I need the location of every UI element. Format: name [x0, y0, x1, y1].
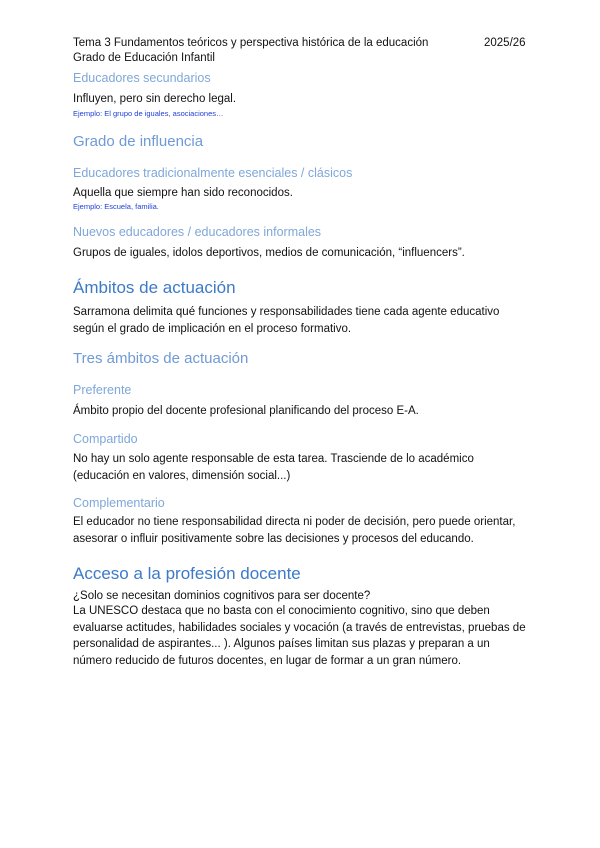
- heading-preferente: Preferente: [73, 383, 132, 397]
- heading-ambitos: Ámbitos de actuación: [73, 278, 236, 297]
- text-tradicionales: Aquella que siempre han sido reconocidos.: [73, 187, 293, 199]
- header-subtitle: Grado de Educación Infantil: [73, 52, 215, 64]
- heading-compartido: Compartido: [73, 432, 138, 446]
- example-tradicionales: Ejemplo: Escuela, familia.: [73, 202, 159, 211]
- text-nuevos-educadores: Grupos de iguales, idolos deportivos, medios de comunicación, “influencers”.: [73, 247, 465, 259]
- text-preferente: Ámbito propio del docente profesional planificando del proceso E-A.: [73, 405, 419, 417]
- text-acceso: La UNESCO destaca que no basta con el conocimiento cognitivo, sino que deben evaluarse actitudes, habilidades sociales y vocación (a través de entrevistas, pruebas de personalidad de aspirantes... ). Algunos países limitan sus plazas y preparan a un número reducido de futuros docentes, en lugar de formar a un gran número.: [73, 605, 526, 667]
- example-educadores-secundarios: Ejemplo: El grupo de iguales, asociaciones…: [73, 109, 224, 118]
- heading-educadores-secundarios: Educadores secundarios: [73, 71, 211, 85]
- text-educadores-secundarios: Influyen, pero sin derecho legal.: [73, 93, 237, 105]
- text-complementario: El educador no tiene responsabilidad directa ni poder de decisión, pero puede orientar, asesorar o influir positivamente sobre las decisiones y procesos del educando.: [73, 516, 516, 545]
- heading-complementario: Complementario: [73, 496, 165, 510]
- heading-tradicionales: Educadores tradicionalmente esenciales / clásicos: [73, 166, 353, 180]
- heading-grado-influencia: Grado de influencia: [73, 133, 204, 150]
- text-compartido: No hay un solo agente responsable de esta tarea. Trasciende de lo académico (educación en valores, dimensión social...): [73, 453, 474, 482]
- text-acceso-question: ¿Solo se necesitan dominios cognitivos para ser docente?: [73, 590, 371, 602]
- text-ambitos: Sarramona delimita qué funciones y responsabilidades tiene cada agente educativo según el grado de implicación en el proceso formativo.: [73, 306, 500, 335]
- header-title: Tema 3 Fundamentos teóricos y perspectiva histórica de la educación: [73, 37, 429, 49]
- heading-tres-ambitos: Tres ámbitos de actuación: [73, 350, 249, 367]
- header-year: 2025/26: [484, 37, 526, 49]
- heading-acceso: Acceso a la profesión docente: [73, 564, 301, 583]
- heading-nuevos-educadores: Nuevos educadores / educadores informales: [73, 225, 322, 239]
